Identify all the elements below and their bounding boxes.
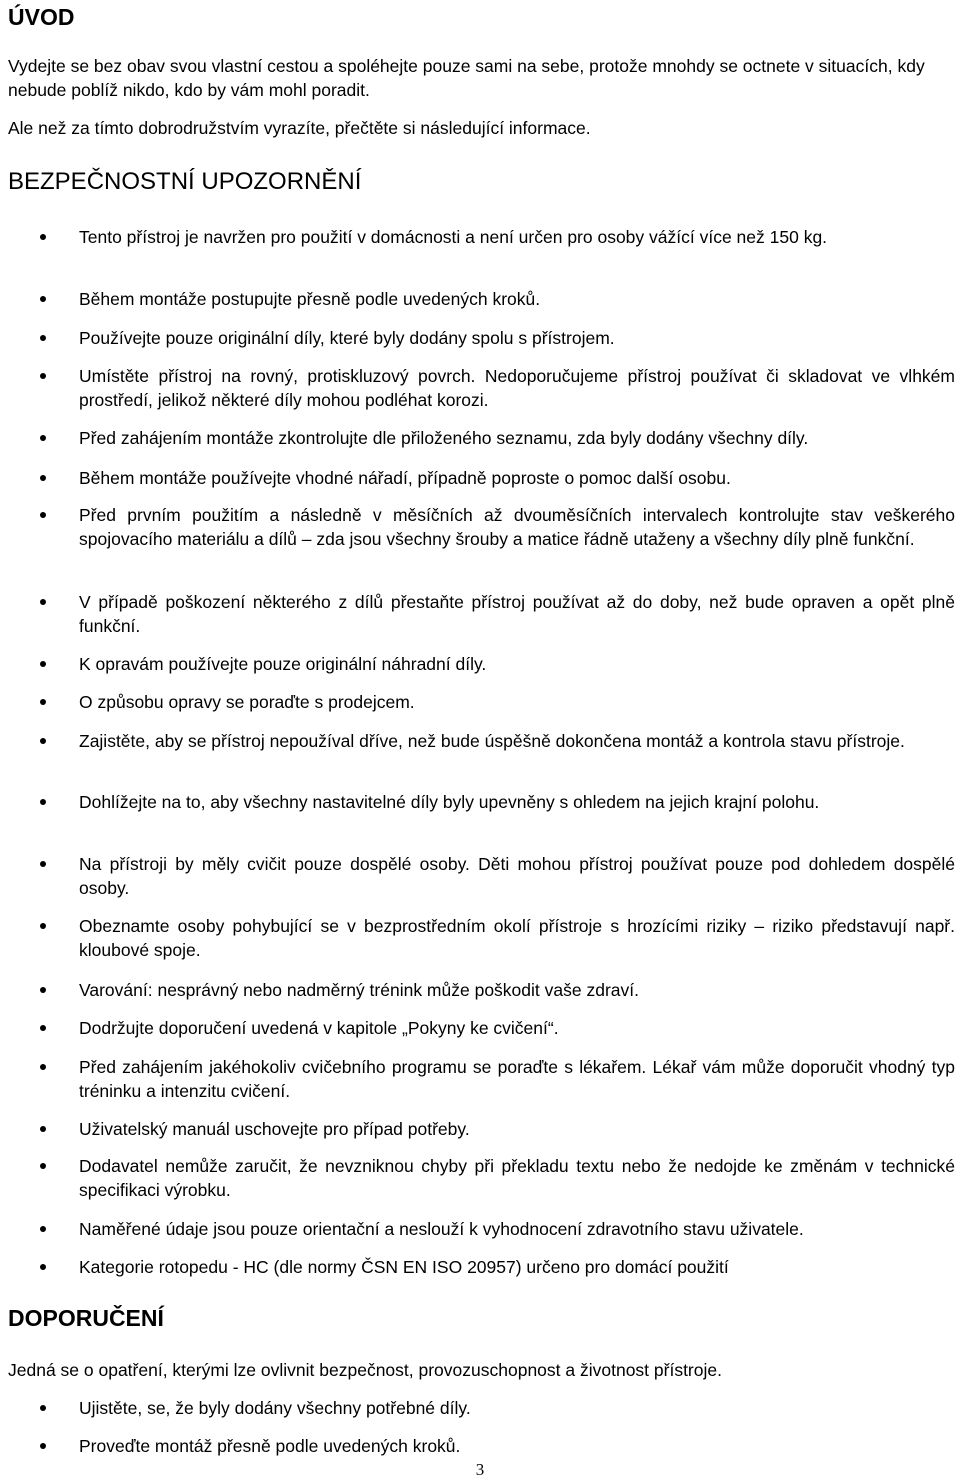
- recommendation-heading: DOPORUČENÍ: [8, 1305, 164, 1331]
- bullet-icon: [40, 1264, 46, 1270]
- bullet-icon: [40, 435, 46, 441]
- document-page: ÚVOD Vydejte se bez obav svou vlastní cestou a spoléhejte pouze sami na sebe, protože mnohdy se octnete v situacích, kdy nebude poblíž nikdo, kdo by vám mohl poradit. Ale než za tímto dobrodružstvím vyrazíte, přečtěte si následující informace. BEZPEČNOSTNÍ UPOZORNĚNÍ Tento přístroj je navržen pro použití v domácnosti a není určen pro osoby vážící více než 150 kg. Během montáže postupujte přesně podle uvedených kroků. Používejte pouze originální díly, které byly dodány spolu s přístrojem. Umístěte přístroj na rovný, protiskluzový povrch. Nedoporučujeme přístroj používat či skladovat ve vlhkém prostředí, jelikož některé díly mohou podléhat korozi. Před zahájením montáže zkontrolujte dle přiloženého seznamu, zda byly dodány všechny díly. Během montáže používejte vhodné nářadí, případně poproste o pomoc další osobu. Před prvním použitím a následně v měsíčních až dvouměsíčních intervalech kontrolujte stav veškerého spojovacího materiálu a dílů – zda jsou všechny šrouby a matice řádně utaženy a všechny díly plně funkční. V případě poškození některého z dílů přestaňte přístroj používat až do doby, než bude opraven a opět plně funkční. K opravám používejte pouze originální náhradní díly. O způsobu opravy se poraďte s prodejcem. Zajistěte, aby se přístroj nepoužíval dříve, než bude úspěšně dokončena montáž a kontrola stavu přístroje. Dohlížejte na to, aby všechny nastavitelné díly byly upevněny s ohledem na jejich krajní polohu. Na přístroji by měly cvičit pouze dospělé osoby. Děti mohou přístroj používat pouze pod dohledem dospělé osoby. Obeznamte osoby pohybující se v bezprostředním okolí přístroje s hrozícími riziky – riziko představují např. kloubové spoje. Varování: nesprávný nebo nadměrný trénink může poškodit vaše zdraví. Dodržujte doporučení uvedená v kapitole „Pokyny ke cvičení“. Před zahájením jakéhokoliv cvičebního programu se poraďte s lékařem. Lékař vám může doporučit vhodný typ tréninku a intenzitu cvičení. Uživatelský manuál uschovejte pro případ potřeby. Dodavatel nemůže zaručit, že nevzniknou chyby při překladu textu nebo že nedojde ke změnám v technické specifikaci výrobku. Naměřené údaje jsou pouze orientační a neslouží k vyhodnocení zdravotního stavu uživatele. Kategorie rotopedu - HC (dle normy ČSN EN ISO 20957) určeno pro domácí použití DOPORUČENÍ Jedná se o opatření, kterými lze ovlivnit bezpečnost, provozuschopnost a životnost přístroje. Ujistěte, se, že byly dodány všechny potřebné díly. Proveďte montáž přesně podle uvedených kroků. 3: [0, 0, 960, 1480]
- bullet-icon: [40, 699, 46, 705]
- recommendation-paragraph: Jedná se o opatření, kterými lze ovlivnit bezpečnost, provozuschopnost a životnost přístroje.: [8, 1360, 722, 1380]
- bullet-icon: [40, 861, 46, 867]
- bullet-icon: [40, 296, 46, 302]
- bullet-icon: [40, 1163, 46, 1169]
- page-number: 3: [475, 1460, 485, 1479]
- bullet-icon: [40, 373, 46, 379]
- bullet-icon: [40, 1025, 46, 1031]
- intro-heading: ÚVOD: [8, 4, 75, 30]
- bullet-icon: [40, 335, 46, 341]
- bullet-icon: [40, 475, 46, 481]
- bullet-icon: [40, 512, 46, 518]
- safety-heading: BEZPEČNOSTNÍ UPOZORNĚNÍ: [8, 168, 362, 195]
- bullet-icon: [40, 1226, 46, 1232]
- bullet-icon: [40, 799, 46, 805]
- bullet-icon: [40, 1126, 46, 1132]
- bullet-icon: [40, 923, 46, 929]
- bullet-icon: [40, 1064, 46, 1070]
- bullet-icon: [40, 1405, 46, 1411]
- bullet-icon: [40, 234, 46, 240]
- intro-paragraph: Ale než za tímto dobrodružstvím vyrazíte, přečtěte si následující informace.: [8, 118, 591, 138]
- bullet-icon: [40, 1443, 46, 1449]
- bullet-icon: [40, 599, 46, 605]
- bullet-icon: [40, 738, 46, 744]
- bullet-icon: [40, 987, 46, 993]
- intro-paragraph: Vydejte se bez obav svou vlastní cestou a spoléhejte pouze sami na sebe, protože mnohdy se octnete v situacích, kdy nebude poblíž nikdo, kdo by vám mohl poradit.: [8, 56, 925, 100]
- bullet-icon: [40, 661, 46, 667]
